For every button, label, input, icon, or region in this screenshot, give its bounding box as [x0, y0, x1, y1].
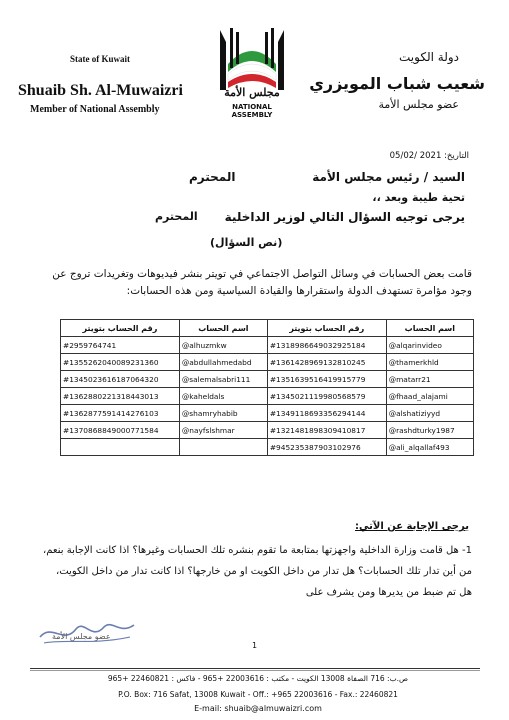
footer-email[interactable]: E-mail: shuaib@almuwaizri.com — [194, 704, 322, 713]
table-row — [61, 354, 474, 371]
en-member-title: Member of National Assembly — [30, 104, 160, 115]
question-1: 1- هل قامت وزارة الداخلية واجهزتها بمتابعة ما تقوم بنشره تلك الحسابات وغيرها؟ اذا كانت الإجابة بنعم، من أين تدار تلك الحسابات؟ هل تدار من داخل الكويت او من خارجها؟ اذا كانت تدار من داخل الكويت، هل تم ضبط من يديرها ومن يشرف على — [43, 545, 472, 598]
account-name-cell: @abdullahmedabd — [179, 354, 267, 371]
table-header-row — [61, 320, 474, 337]
account-name-cell: @ali_alqallaf493 — [386, 439, 473, 456]
request-line: يرجى توجيه السؤال التالي لوزير الداخلية — [224, 210, 465, 224]
addressee-honorific: المحترم — [189, 170, 236, 184]
account-name-cell: @alhuzmkw — [179, 337, 267, 354]
account-name-cell: @alshatiziyyd — [386, 405, 473, 422]
question-title: (نص السؤال) — [210, 236, 283, 249]
account-id-cell: #1345021119980568579 — [267, 388, 386, 405]
account-name-cell: @fhaad_alajami — [386, 388, 473, 405]
question-body: قامت بعض الحسابات في وسائل التواصل الاجتماعي في تويتر بنشر فيديوهات وتغريدات تروج عن وجود مؤامرة تستهدف الدولة واستقرارها والقيادة السياسية ومن هذه الحسابات: — [52, 268, 472, 297]
account-id-cell: #1351639516419915779 — [267, 371, 386, 388]
footer-divider — [30, 670, 480, 671]
en-member-name: Shuaib Sh. Al-Muwaizri — [18, 82, 183, 99]
account-name-cell: @matarr21 — [386, 371, 473, 388]
account-id-cell: #1361428969132810245 — [267, 354, 386, 371]
col-header-account-name: اسم الحساب — [179, 320, 267, 337]
answer-title: يرجى الإجابة عن الآتي: — [355, 521, 469, 532]
ar-member-title: عضو مجلس الأمة — [378, 98, 459, 111]
col-header-account-id: رقم الحساب بتويتر — [267, 320, 386, 337]
footer-arabic-contact: ص.ب: 716 الصفاة 13008 الكويت - مكتب : 22003616 +965 - فاكس : 22460821 +965 — [107, 674, 409, 683]
accounts-table — [60, 319, 474, 456]
account-id-cell: #1362877591414276103 — [61, 405, 180, 422]
logo-arabic-text: مجلس الأمة — [224, 86, 280, 99]
account-id-cell: #1370868849000771584 — [61, 422, 180, 439]
table-row — [61, 388, 474, 405]
col-header-account-id: رقم الحساب بتويتر — [61, 320, 180, 337]
table-row — [61, 439, 474, 456]
addressee: السيد / رئيس مجلس الأمة — [312, 170, 465, 184]
account-id-cell: #1345023616187064320 — [61, 371, 180, 388]
account-id-cell: #1318986649032925184 — [267, 337, 386, 354]
request-honorific: المحترم — [155, 210, 198, 223]
table-row — [61, 337, 474, 354]
account-id-cell: #1355262040089231360 — [61, 354, 180, 371]
account-name-cell: @alqarinvideo — [386, 337, 473, 354]
account-name-cell: @kaheldals — [179, 388, 267, 405]
ar-member-name: شعيب شباب المويزري — [309, 74, 485, 93]
greeting: تحية طيبة وبعد ،، — [372, 191, 465, 204]
account-name-cell: @salemalsabri111 — [179, 371, 267, 388]
account-id-cell: #1349118693356294144 — [267, 405, 386, 422]
account-id-cell — [61, 439, 180, 456]
account-name-cell: @nayfslshmar — [179, 422, 267, 439]
account-id-cell: #1362880221318443013 — [61, 388, 180, 405]
footer-divider — [30, 668, 480, 669]
account-name-cell — [179, 439, 267, 456]
date-line: التاريخ: 2021 /05/02 — [389, 151, 469, 161]
account-id-cell: #1321481898309410817 — [267, 422, 386, 439]
account-name-cell: @thamerkhld — [386, 354, 473, 371]
footer-english-contact: P.O. Box: 716 Safat, 13008 Kuwait - Off.: +965 22003616 - Fax.: 22460821 — [118, 690, 398, 699]
col-header-account-name: اسم الحساب — [386, 320, 473, 337]
signature-caption: عضو مجلس الأمة — [52, 632, 111, 641]
logo-english-text: NATIONAL ASSEMBLY — [231, 103, 273, 119]
en-state-label: State of Kuwait — [70, 54, 130, 64]
account-name-cell: @rashdturky1987 — [386, 422, 473, 439]
ar-state-label: دولة الكويت — [399, 50, 459, 64]
account-name-cell: @shamryhabib — [179, 405, 267, 422]
table-row — [61, 422, 474, 439]
page-number: 1 — [252, 641, 258, 650]
table-row — [61, 405, 474, 422]
account-id-cell: #2959764741 — [61, 337, 180, 354]
table-row — [61, 371, 474, 388]
account-id-cell: #945235387903102976 — [267, 439, 386, 456]
